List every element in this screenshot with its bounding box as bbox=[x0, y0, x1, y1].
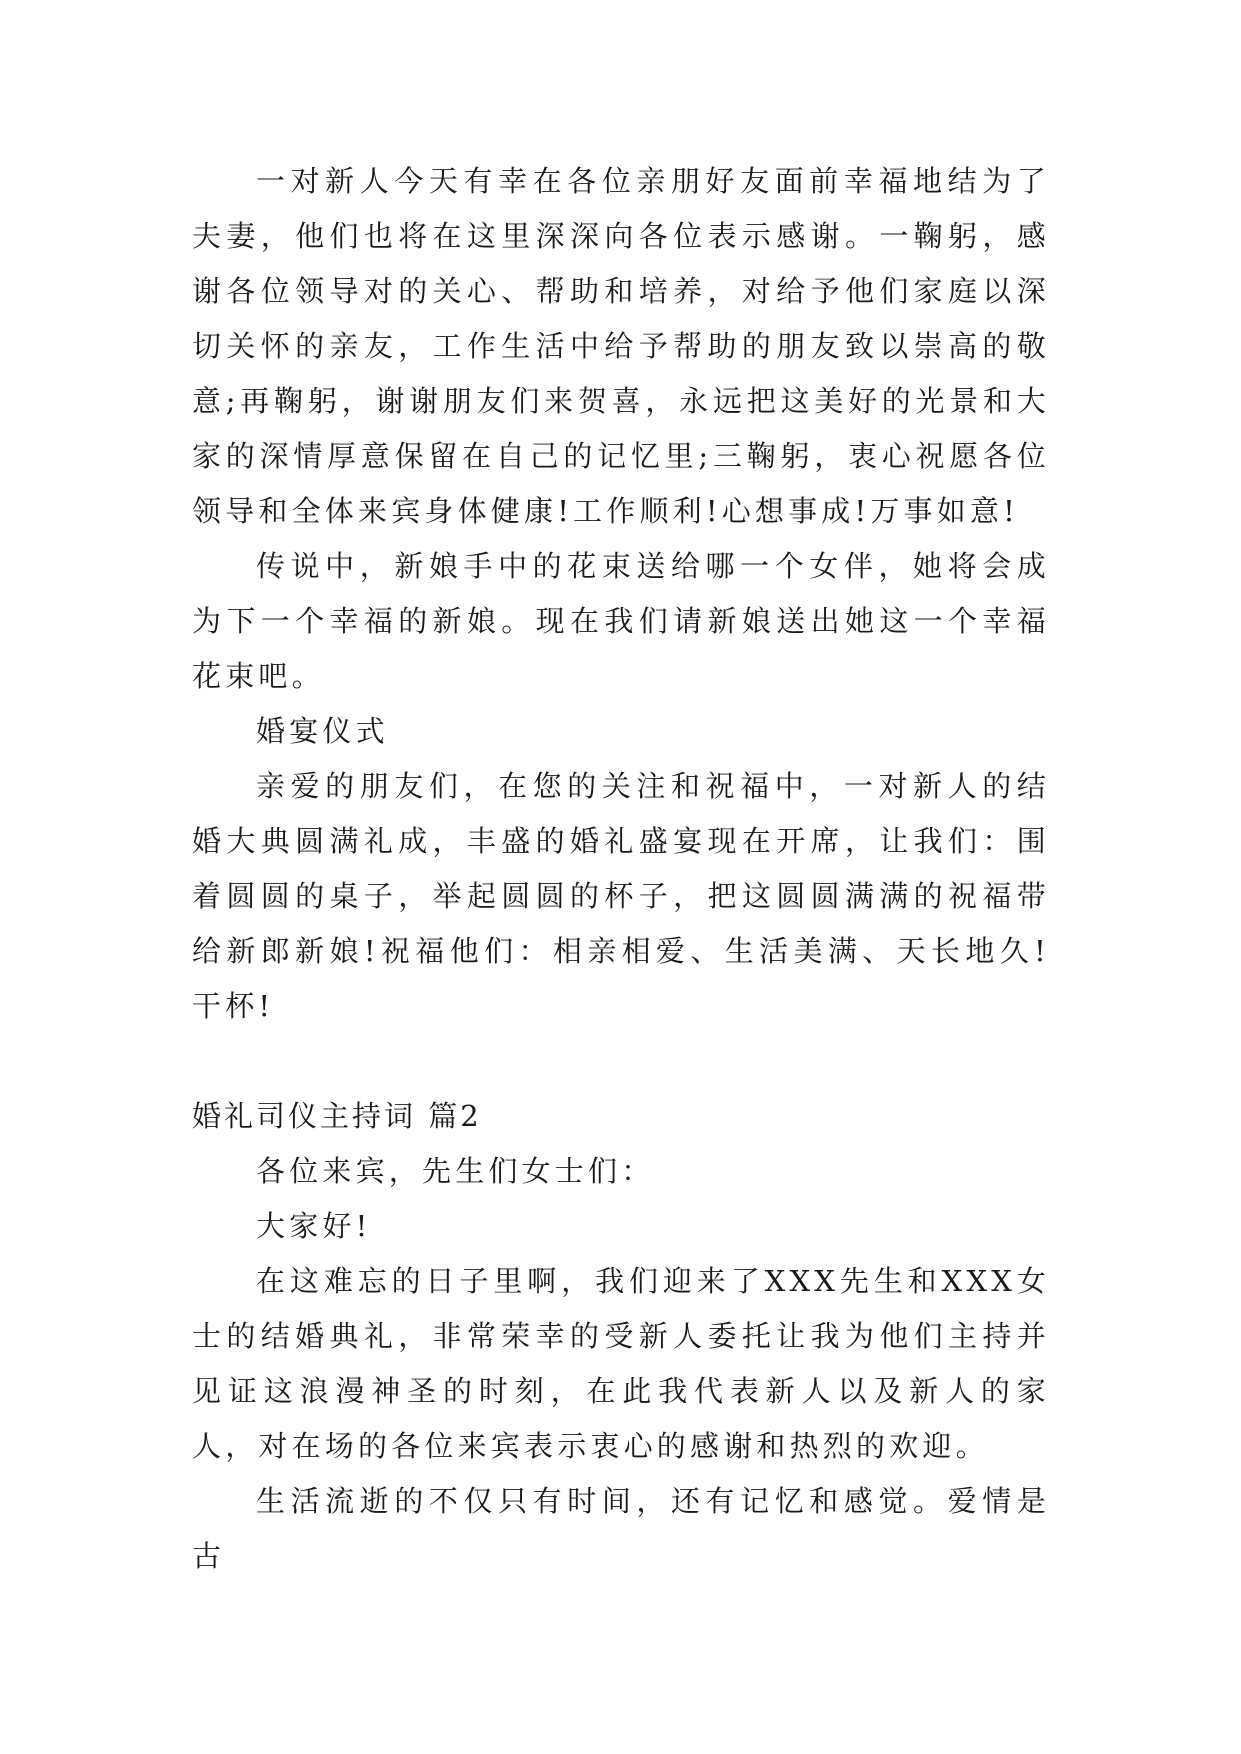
paragraph-life-memory: 生活流逝的不仅只有时间，还有记忆和感觉。爱情是古 bbox=[192, 1484, 1050, 1573]
paragraph-hello: 大家好! bbox=[256, 1209, 372, 1243]
paragraph-banquet-title: 婚宴仪式 bbox=[256, 714, 389, 748]
paragraph-bouquet: 传说中，新娘手中的花束送给哪一个女伴，她将会成为下一个幸福的新娘。现在我们请新娘送出她这一个幸福花束吧。 bbox=[192, 549, 1050, 693]
document-body bbox=[192, 154, 1050, 1584]
paragraph-greeting-guests: 各位来宾，先生们女士们： bbox=[256, 1154, 655, 1188]
paragraph-ceremony-intro: 在这难忘的日子里啊，我们迎来了XXX先生和XXX女士的结婚典礼，非常荣幸的受新人委托让我为他们主持并见证这浪漫神圣的时刻，在此我代表新人以及新人的家人，对在场的各位来宾表示衷心的感谢和热烈的欢迎。 bbox=[192, 1264, 1050, 1463]
paragraph-banquet-toast: 亲爱的朋友们，在您的关注和祝福中，一对新人的结婚大典圆满礼成，丰盛的婚礼盛宴现在开席，让我们：围着圆圆的桌子，举起圆圆的杯子，把这圆圆满满的祝福带给新郎新娘!祝福他们：相亲相爱、生活美满、天长地久!干杯! bbox=[192, 769, 1050, 1023]
paragraph-bow-thanks: 一对新人今天有幸在各位亲朋好友面前幸福地结为了夫妻，他们也将在这里深深向各位表示感谢。一鞠躬，感谢各位领导对的关心、帮助和培养，对给予他们家庭以深切关怀的亲友，工作生活中给予帮助的朋友致以崇高的敬意;再鞠躬，谢谢朋友们来贺喜，永远把这美好的光景和大家的深情厚意保留在自己的记忆里;三鞠躬，衷心祝愿各位领导和全体来宾身体健康!工作顺利!心想事成!万事如意! bbox=[192, 164, 1050, 528]
section-heading: 婚礼司仪主持词 篇2 bbox=[192, 1099, 482, 1133]
